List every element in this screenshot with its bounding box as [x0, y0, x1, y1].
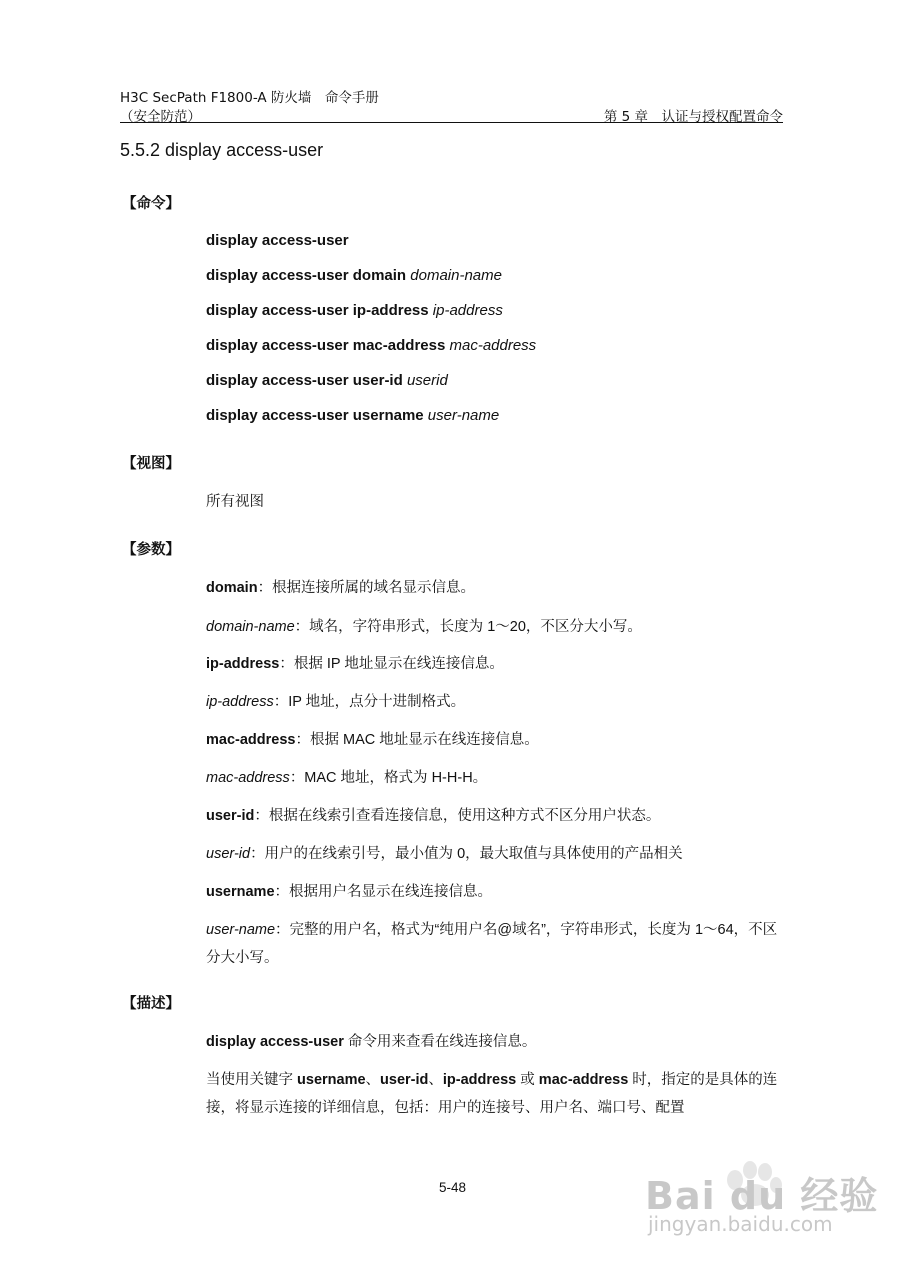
page-number: 5-48 — [438, 1180, 467, 1195]
header-subtitle: （安全防范） — [120, 109, 201, 125]
command-line: display access-user ip-address ip-address — [206, 302, 503, 319]
description-para: display access-user 命令用来查看在线连接信息。 — [206, 1034, 537, 1050]
param-item: user-id：根据在线索引查看连接信息，使用这种方式不区分用户状态。 — [206, 808, 661, 824]
label-params: 【参数】 — [122, 542, 180, 558]
param-item: username：根据用户名显示在线连接信息。 — [206, 884, 493, 900]
param-item: ip-address：IP 地址，点分十进制格式。 — [206, 694, 466, 710]
param-item: mac-address：MAC 地址，格式为 H-H-H。 — [206, 770, 488, 786]
watermark-url: jingyan.baidu.com — [648, 1212, 833, 1236]
command-line: display access-user username user-name — [206, 407, 500, 424]
view-text: 所有视图 — [206, 494, 264, 510]
param-item: user-id：用户的在线索引号，最小值为 0，最大取值与具体使用的产品相关 — [206, 846, 683, 862]
command-line: display access-user domain domain-name — [206, 267, 502, 284]
description-para: 当使用关键字 username、user-id、ip-address 或 mac-address 时，指定的是具体的连接，将显示连接的详细信息，包括：用户的连接号、用户名、端口号、配置 — [206, 1072, 778, 1116]
watermark-logo-text: Bai du 经验 — [645, 1174, 879, 1218]
param-item: domain-name：域名，字符串形式，长度为 1～20，不区分大小写。 — [206, 619, 642, 635]
label-view: 【视图】 — [122, 456, 180, 472]
param-item: mac-address：根据 MAC 地址显示在线连接信息。 — [206, 732, 539, 748]
command-line: display access-user — [206, 232, 349, 249]
param-item: user-name：完整的用户名，格式为“纯用户名@域名”，字符串形式，长度为 1～64，不区分大小写。 — [206, 922, 778, 966]
label-description: 【描述】 — [122, 996, 180, 1012]
label-command: 【命令】 — [122, 196, 180, 212]
command-line: display access-user user-id userid — [206, 372, 448, 389]
header-rule — [120, 122, 783, 123]
section-title: 5.5.2 display access-user — [120, 140, 324, 160]
command-line: display access-user mac-address mac-address — [206, 337, 537, 354]
param-item: domain：根据连接所属的域名显示信息。 — [206, 580, 476, 596]
header-chapter: 第 5 章 认证与授权配置命令 — [603, 109, 783, 125]
param-item: ip-address：根据 IP 地址显示在线连接信息。 — [206, 656, 504, 672]
header-title: H3C SecPath F1800-A 防火墙 命令手册 — [120, 90, 379, 106]
